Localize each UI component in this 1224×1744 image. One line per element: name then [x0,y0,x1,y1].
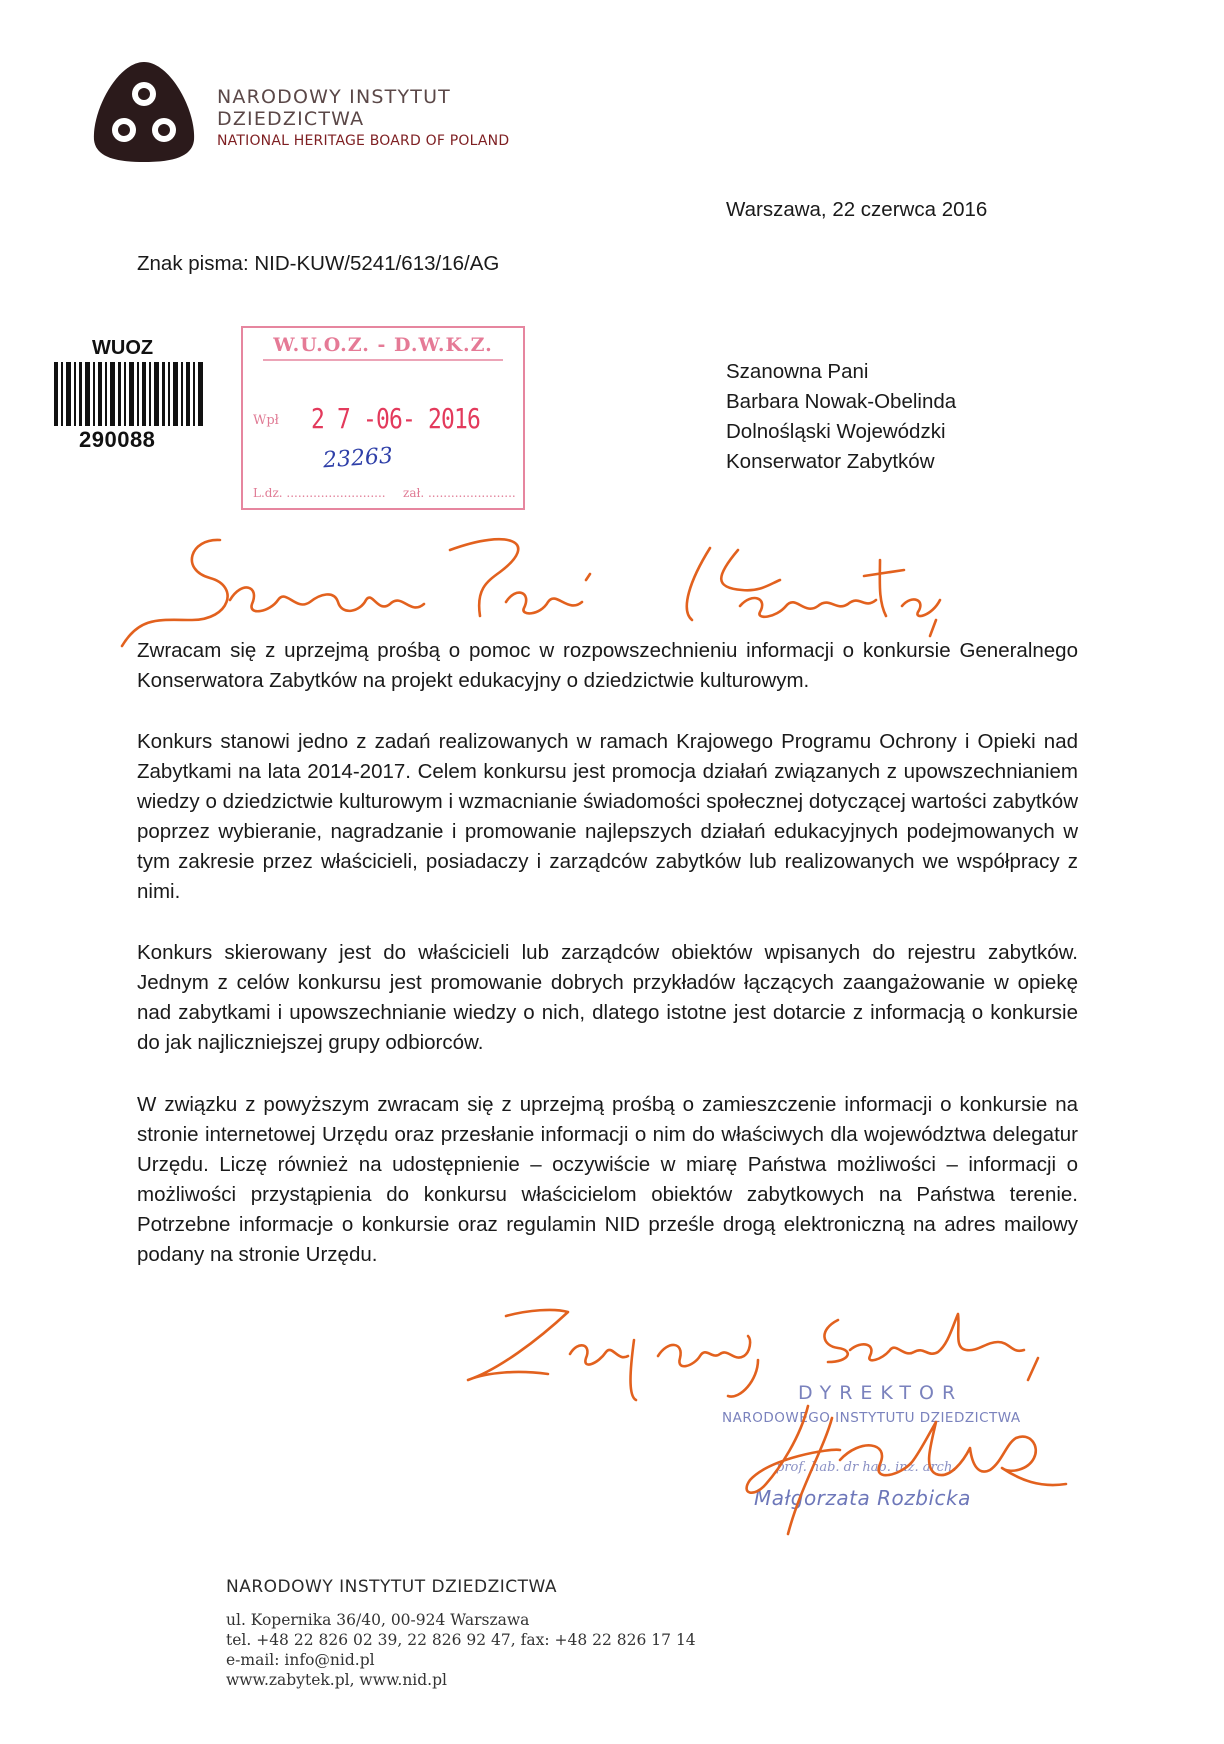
paragraph-4: W związku z powyższym zwracam się z uprzejmą prośbą o zamieszczenie informacji o konkursie na stronie internetowej Urzędu oraz przesłanie informacji o nim do właściwych dla województwa delegatur Urzędu. Liczę również na udostępnienie – oczywiście w miarę Państwa możliwości – informacji o możliwości przystąpienia do konkursu właścicielom obiektów zabytkowych na Państwa terenie. Potrzebne informacje o konkursie oraz regulamin NID prześle drogą elektroniczną na adres mailowy podany na stronie Urzędu. [137,1093,1078,1266]
barcode-number: 290088 [79,427,156,452]
stamp-entry-number: 23263 [322,443,394,474]
nid-logo-icon [88,58,200,164]
footer-email[interactable]: e-mail: info@nid.pl [226,1651,375,1669]
stamp-received-date: 2 7 -06- 2016 [311,402,481,435]
footer-phone: tel. +48 22 826 02 39, 22 826 92 47, fax: +48 22 826 17 14 [226,1631,696,1649]
footer-org-name: NARODOWY INSTYTUT DZIEDZICTWA [226,1577,558,1597]
org-name-line2: DZIEDZICTWA [217,108,365,130]
barcode-label: WUOZ [92,337,154,359]
org-name-line1: NARODOWY INSTYTUT [217,86,451,108]
director-role: DYREKTOR [798,1382,964,1404]
addressee-line: Dolnośląski Wojewódzki [726,420,946,443]
addressee-line: Konserwator Zabytków [726,450,935,473]
paragraph-2: Konkurs stanowi jedno z zadań realizowanych w ramach Krajowego Programu Ochrony i Opieki nad Zabytkami na lata 2014-2017. Celem konkursu jest promocja działań związanych z upowszechnianiem wiedzy o dziedzictwie kulturowym i wzmacnianie świadomości społecznej dotyczącej wartości zabytków poprzez wybieranie, nagradzanie i promowanie najlepszych działań edukacyjnych podejmowanych w tym zakresie przez właścicieli, posiadaczy i zarządców zabytków lub realizowanych we współpracy z nimi. [137,730,1078,903]
paragraph-3: Konkurs skierowany jest do właścicieli lub zarządców obiektów wpisanych do rejestru zabytków. Jednym z celów konkursu jest promowanie dobrych przykładów łączących zaangażowanie w opiekę nad zabytkami i upowszechnianie wiedzy o nich, dlatego istotne jest dotarcie z informacją o konkursie do jak najliczniejszej grupy odbiorców. [137,941,1078,1054]
org-name-polish [217,86,451,130]
director-title: prof. hab. dr hab. inż. arch. [776,1460,957,1475]
stamp-wpl-label: Wpł [253,413,279,428]
director-name: Małgorzata Rozbicka [754,1486,971,1510]
footer-contact [226,1610,696,1690]
footer-address: ul. Kopernika 36/40, 00-924 Warszawa [226,1611,530,1629]
stamp-zal-label: zał. ....................... [403,486,516,500]
reference-number: Znak pisma: NID-KUW/5241/613/16/AG [137,252,500,275]
paragraph-1: Zwracam się z uprzejmą prośbą o pomoc w rozpowszechnieniu informacji o konkursie Generalnego Konserwatora Zabytków na projekt edukacyjny o dziedzictwie kulturowym. [137,639,1078,692]
stamp-title: W.U.O.Z. - D.W.K.Z. [273,334,493,356]
addressee-line: Szanowna Pani [726,360,869,383]
barcode-icon [54,362,204,426]
letter-date: Warszawa, 22 czerwca 2016 [726,198,988,221]
director-organization: NARODOWEGO INSTYTUTU DZIEDZICTWA [722,1410,1021,1426]
stamp-ldz-label: L.dz. .......................... [253,486,386,500]
footer-web[interactable]: www.zabytek.pl, www.nid.pl [226,1671,447,1689]
org-name-english: NATIONAL HERITAGE BOARD OF POLAND [217,133,510,149]
signature-scrawl [740,1398,1070,1548]
stamp-title-underline [243,358,523,362]
addressee-block [726,357,956,477]
addressee-line: Barbara Nowak-Obelinda [726,390,957,413]
received-stamp [241,326,525,510]
handwritten-salutation [120,520,950,650]
